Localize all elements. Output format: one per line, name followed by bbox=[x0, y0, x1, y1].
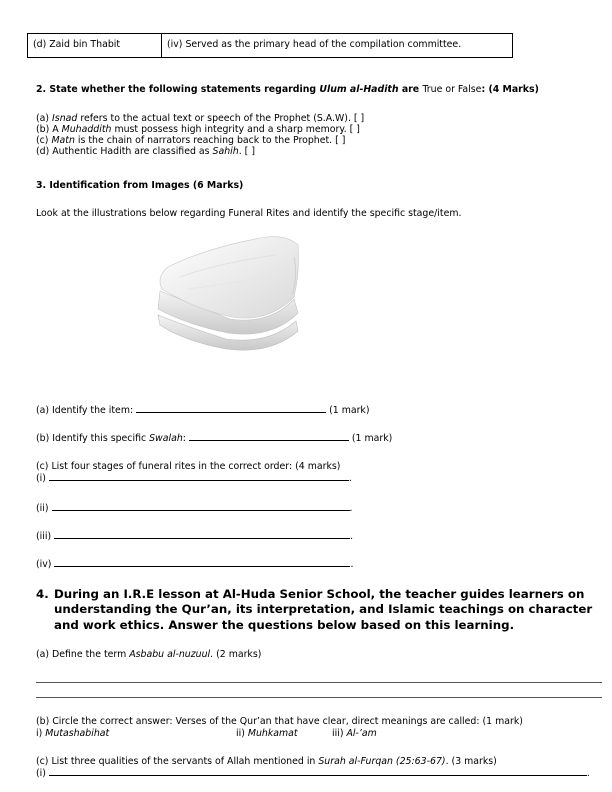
q2-heading-tf: True or False bbox=[422, 84, 482, 95]
q3-c-item-4-label: (iv) bbox=[36, 559, 52, 570]
q4-c-em: Surah al-Furqan (25:63-67) bbox=[318, 756, 446, 767]
q4-b-option-2[interactable] bbox=[236, 728, 298, 740]
q4-b-option-3-em: Al-’am bbox=[346, 728, 377, 739]
q4-a-answer-line-2[interactable] bbox=[36, 697, 602, 698]
q3-c-item-3-label: (iii) bbox=[36, 531, 52, 542]
q4-b-option-3-pre: iii) bbox=[332, 728, 347, 739]
q4-b-option-1-pre: i) bbox=[36, 728, 46, 739]
q4-a-pre: (a) Define the term bbox=[36, 649, 130, 660]
q4-b-option-3[interactable] bbox=[332, 728, 377, 740]
q3-c-item-2-line[interactable] bbox=[52, 509, 350, 511]
q4-c-post: . (3 marks) bbox=[445, 756, 497, 767]
q3-intro: Look at the illustrations below regarding Funeral Rites and identify the specific stage/item. bbox=[36, 208, 462, 219]
q3-b bbox=[36, 433, 392, 445]
q2-a-pre: (a) bbox=[36, 113, 53, 124]
q4-b-option-2-em: Muhkamat bbox=[247, 728, 298, 739]
q4-heading bbox=[36, 587, 596, 633]
q2-c-post: is the chain of narrators reaching back to the Prophet. [ ] bbox=[74, 135, 346, 146]
q3-b-marks: (1 mark) bbox=[348, 433, 393, 444]
q3-b-answer-line[interactable] bbox=[189, 439, 349, 441]
q2-heading bbox=[36, 84, 539, 96]
q3-c-item-2-label: (ii) bbox=[36, 503, 49, 514]
q3-c-item-3: (iii) . bbox=[36, 531, 354, 542]
q3-c-item-2: (ii) . bbox=[36, 503, 353, 514]
q4-b-option-1-em: Mutashabihat bbox=[45, 728, 110, 739]
q4-b-option-1[interactable] bbox=[36, 728, 109, 740]
q2-heading-mid: are bbox=[398, 84, 423, 95]
q2-d-em: Sahih bbox=[212, 146, 239, 157]
table-cell-left: (d) Zaid bin Thabit bbox=[28, 34, 162, 58]
q4-c-item-1-label: (i) bbox=[36, 768, 46, 779]
q2-statement-b bbox=[36, 124, 360, 136]
q2-b-pre: (b) A bbox=[36, 124, 62, 135]
table-cell-right: (iv) Served as the primary head of the compilation committee. bbox=[162, 34, 513, 58]
q4-c-pre: (c) List three qualities of the servants of Allah mentioned in bbox=[36, 756, 319, 767]
folded-cloth-image bbox=[148, 227, 306, 355]
q3-a bbox=[36, 405, 370, 417]
q2-statement-a bbox=[36, 113, 364, 125]
q3-b-label-post: : bbox=[182, 433, 189, 444]
q2-b-em: Muhaddith bbox=[61, 124, 112, 135]
q4-heading-text: During an I.R.E lesson at Al-Huda Senior School, the teacher guides learners on understanding the Qur’an, its interpretation, and Islamic teachings on character and work ethics. Answer the questions below based on this learning. bbox=[54, 587, 593, 632]
q2-d-post: . [ ] bbox=[238, 146, 255, 157]
q4-c bbox=[36, 756, 497, 768]
q2-c-pre: (c) bbox=[36, 135, 52, 146]
q4-heading-number: 4. bbox=[36, 587, 49, 601]
q2-heading-pre: 2. State whether the following statements regarding bbox=[36, 84, 320, 95]
q4-a-answer-line-1[interactable] bbox=[36, 682, 602, 683]
q3-b-label-pre: (b) Identify this specific bbox=[36, 433, 150, 444]
q4-b-question: (b) Circle the correct answer: Verses of the Qur’an that have clear, direct meanings are called: (1 mark) bbox=[36, 716, 523, 727]
q2-d-pre: (d) Authentic Hadith are classified as bbox=[36, 146, 213, 157]
q3-a-marks: (1 mark) bbox=[326, 405, 370, 416]
q3-a-answer-line[interactable] bbox=[136, 411, 326, 413]
q3-a-label: (a) Identify the item: bbox=[36, 405, 137, 416]
q4-c-item-1-line[interactable] bbox=[49, 774, 587, 776]
q2-c-em: Matn bbox=[51, 135, 75, 146]
q3-c-item-3-line[interactable] bbox=[54, 537, 350, 539]
q3-c-item-1: (i) . bbox=[36, 473, 352, 484]
q3-heading: 3. Identification from Images (6 Marks) bbox=[36, 180, 244, 191]
q3-c-item-1-line[interactable] bbox=[49, 479, 349, 481]
q4-a-em: Asbabu al-nuzuul bbox=[129, 649, 211, 660]
q2-statement-c bbox=[36, 135, 345, 147]
q4-b-option-2-pre: ii) bbox=[236, 728, 248, 739]
q3-c-item-4-line[interactable] bbox=[54, 565, 350, 567]
q2-a-em: Isnad bbox=[52, 113, 78, 124]
q2-heading-em: Ulum al-Hadith bbox=[319, 84, 399, 95]
q3-c-label: (c) List four stages of funeral rites in the correct order: (4 marks) bbox=[36, 461, 341, 472]
q2-a-post: refers to the actual text or speech of the Prophet (S.A.W). [ ] bbox=[77, 113, 365, 124]
q2-b-post: must possess high integrity and a sharp memory. [ ] bbox=[111, 124, 360, 135]
q4-a bbox=[36, 649, 261, 661]
q2-heading-post: : (4 Marks) bbox=[481, 84, 539, 95]
q2-statement-d bbox=[36, 146, 255, 158]
q3-b-label-em: Swalah bbox=[149, 433, 183, 444]
table-row bbox=[28, 34, 513, 58]
matching-table bbox=[27, 33, 513, 58]
q3-c-item-1-label: (i) bbox=[36, 473, 46, 484]
q4-c-item-1: (i) . bbox=[36, 768, 590, 779]
q3-c-item-4: (iv) . bbox=[36, 559, 354, 570]
q4-a-post: . (2 marks) bbox=[210, 649, 262, 660]
